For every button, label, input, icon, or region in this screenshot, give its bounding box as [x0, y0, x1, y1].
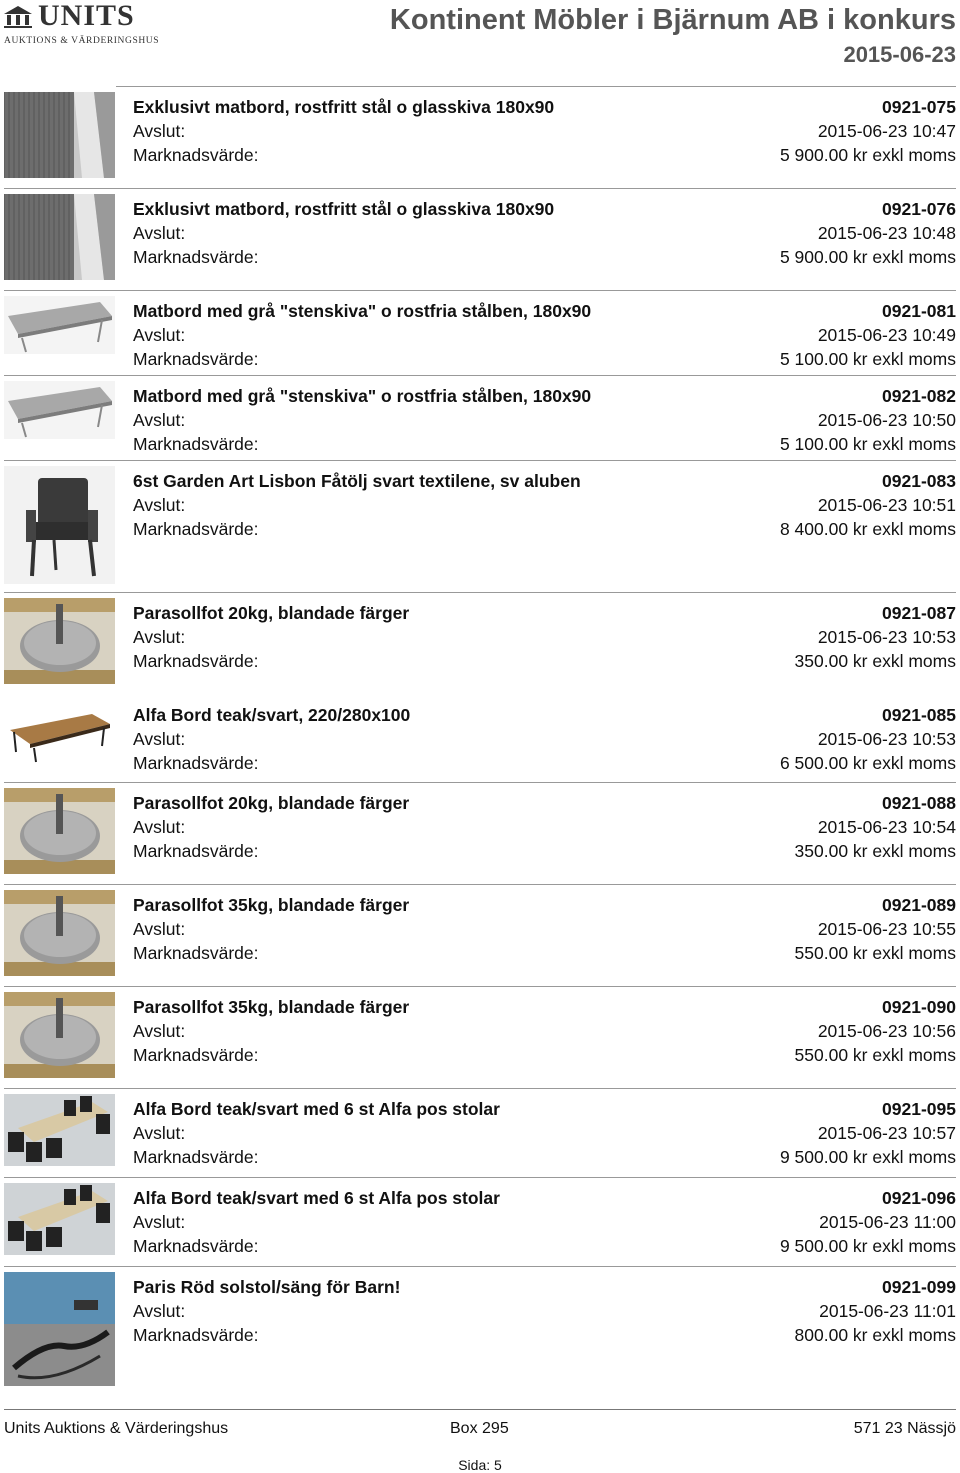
item-divider	[4, 884, 956, 885]
market-value: 5 900.00 kr exkl moms	[779, 247, 956, 267]
list-item	[0, 1266, 960, 1392]
dining-set-icon	[4, 1094, 115, 1166]
stone-table-icon	[4, 381, 115, 439]
list-item	[0, 694, 960, 776]
end-time: 2015-06-23 10:53	[817, 729, 956, 749]
end-label: Avslut:	[133, 919, 186, 939]
lot-number: 0921-081	[882, 301, 956, 321]
footer-divider	[4, 1409, 956, 1410]
market-value: 550.00 kr exkl moms	[794, 943, 956, 963]
item-title: Alfa Bord teak/svart med 6 st Alfa pos stolar	[133, 1188, 500, 1208]
footer-city: 571 23 Nässjö	[853, 1420, 956, 1437]
item-divider	[4, 1088, 956, 1089]
item-title: Parasollfot 35kg, blandade färger	[133, 895, 410, 915]
item-divider	[4, 290, 956, 291]
list-item	[0, 1088, 960, 1172]
parasol-base-icon	[4, 890, 115, 976]
list-item	[0, 884, 960, 982]
page-number: Sida: 5	[458, 1457, 502, 1473]
end-time: 2015-06-23 10:50	[817, 410, 956, 430]
end-label: Avslut:	[133, 729, 186, 749]
item-title: Parasollfot 20kg, blandade färger	[133, 603, 410, 623]
item-title: Alfa Bord teak/svart med 6 st Alfa pos stolar	[133, 1099, 500, 1119]
logo-subtitle: AUKTIONS & VÄRDERINGSHUS	[4, 36, 160, 46]
end-label: Avslut:	[133, 325, 186, 345]
end-label: Avslut:	[133, 495, 186, 515]
value-label: Marknadsvärde:	[133, 943, 259, 963]
parasol-base-icon	[4, 992, 115, 1078]
logo-word: UNITS	[38, 0, 135, 32]
end-label: Avslut:	[133, 223, 186, 243]
item-title: 6st Garden Art Lisbon Fåtölj svart textilene, sv aluben	[133, 471, 581, 491]
value-label: Marknadsvärde:	[133, 519, 259, 539]
list-item	[0, 1177, 960, 1261]
market-value: 5 900.00 kr exkl moms	[779, 145, 956, 165]
market-value: 5 100.00 kr exkl moms	[779, 349, 956, 369]
lot-number: 0921-095	[882, 1099, 956, 1119]
value-label: Marknadsvärde:	[133, 753, 259, 773]
item-divider	[4, 986, 956, 987]
end-time: 2015-06-23 10:49	[817, 325, 956, 345]
market-value: 350.00 kr exkl moms	[794, 651, 956, 671]
page-title: Kontinent Möbler i Bjärnum AB i konkurs	[389, 4, 956, 36]
list-item	[0, 86, 960, 184]
value-label: Marknadsvärde:	[133, 434, 259, 454]
item-divider	[4, 1266, 956, 1267]
market-value: 6 500.00 kr exkl moms	[779, 753, 956, 773]
parasol-base-icon	[4, 788, 115, 874]
item-divider	[4, 592, 956, 593]
lot-number: 0921-090	[882, 997, 956, 1017]
market-value: 800.00 kr exkl moms	[794, 1325, 956, 1345]
page-header	[0, 0, 960, 90]
end-time: 2015-06-23 10:48	[817, 223, 956, 243]
item-title: Paris Röd solstol/säng för Barn!	[133, 1277, 401, 1297]
list-item	[0, 460, 960, 590]
lot-number: 0921-082	[882, 386, 956, 406]
market-value: 350.00 kr exkl moms	[794, 841, 956, 861]
end-time: 2015-06-23 11:01	[819, 1301, 956, 1321]
end-time: 2015-06-23 11:00	[819, 1212, 956, 1232]
market-value: 550.00 kr exkl moms	[794, 1045, 956, 1065]
market-value: 8 400.00 kr exkl moms	[779, 519, 956, 539]
item-title: Exklusivt matbord, rostfritt stål o glasskiva 180x90	[133, 199, 555, 219]
lot-number: 0921-096	[882, 1188, 956, 1208]
end-time: 2015-06-23 10:53	[817, 627, 956, 647]
end-time: 2015-06-23 10:56	[817, 1021, 956, 1041]
end-time: 2015-06-23 10:51	[817, 495, 956, 515]
lot-number: 0921-083	[882, 471, 956, 491]
end-label: Avslut:	[133, 1021, 186, 1041]
building-icon	[4, 6, 32, 28]
armchair-icon	[4, 466, 115, 584]
list-item	[0, 592, 960, 690]
market-value: 9 500.00 kr exkl moms	[779, 1236, 956, 1256]
units-logo	[4, 2, 164, 46]
end-label: Avslut:	[133, 121, 186, 141]
end-label: Avslut:	[133, 817, 186, 837]
footer-company: Units Auktions & Värderingshus	[4, 1420, 229, 1437]
item-title: Parasollfot 20kg, blandade färger	[133, 793, 410, 813]
value-label: Marknadsvärde:	[133, 247, 259, 267]
lot-number: 0921-085	[882, 705, 956, 725]
list-item	[0, 375, 960, 457]
item-title: Matbord med grå "stenskiva" o rostfria stålben, 180x90	[133, 301, 592, 321]
end-label: Avslut:	[133, 1301, 186, 1321]
page-date: 2015-06-23	[843, 42, 956, 67]
end-label: Avslut:	[133, 410, 186, 430]
lot-number: 0921-087	[882, 603, 956, 623]
value-label: Marknadsvärde:	[133, 1325, 259, 1345]
lot-number: 0921-076	[882, 199, 956, 219]
value-label: Marknadsvärde:	[133, 1045, 259, 1065]
footer-box: Box 295	[450, 1420, 509, 1437]
lot-number: 0921-088	[882, 793, 956, 813]
end-time: 2015-06-23 10:47	[817, 121, 956, 141]
end-time: 2015-06-23 10:57	[817, 1123, 956, 1143]
value-label: Marknadsvärde:	[133, 349, 259, 369]
end-time: 2015-06-23 10:55	[817, 919, 956, 939]
item-title: Matbord med grå "stenskiva" o rostfria stålben, 180x90	[133, 386, 592, 406]
end-time: 2015-06-23 10:54	[817, 817, 956, 837]
sun-lounger-icon	[4, 1272, 115, 1386]
item-title: Alfa Bord teak/svart, 220/280x100	[133, 705, 411, 725]
parasol-base-icon	[4, 598, 115, 684]
item-title: Exklusivt matbord, rostfritt stål o glasskiva 180x90	[133, 97, 555, 117]
list-item	[0, 782, 960, 880]
market-value: 9 500.00 kr exkl moms	[779, 1147, 956, 1167]
item-divider	[4, 782, 956, 783]
item-divider	[4, 375, 956, 376]
list-item	[0, 986, 960, 1084]
value-label: Marknadsvärde:	[133, 651, 259, 671]
dining-set-icon	[4, 1183, 115, 1255]
value-label: Marknadsvärde:	[133, 1147, 259, 1167]
item-divider	[4, 1177, 956, 1178]
lot-number: 0921-075	[882, 97, 956, 117]
end-label: Avslut:	[133, 1123, 186, 1143]
list-item	[0, 290, 960, 372]
item-divider	[4, 460, 956, 461]
value-label: Marknadsvärde:	[133, 145, 259, 165]
value-label: Marknadsvärde:	[133, 1236, 259, 1256]
glass-table-icon	[4, 194, 115, 280]
end-label: Avslut:	[133, 1212, 186, 1232]
lot-number: 0921-089	[882, 895, 956, 915]
stone-table-icon	[4, 296, 115, 354]
end-label: Avslut:	[133, 627, 186, 647]
market-value: 5 100.00 kr exkl moms	[779, 434, 956, 454]
item-title: Parasollfot 35kg, blandade färger	[133, 997, 410, 1017]
lot-number: 0921-099	[882, 1277, 956, 1297]
list-item	[0, 188, 960, 286]
item-divider	[4, 188, 956, 189]
teak-table-icon	[4, 700, 115, 764]
glass-table-icon	[4, 92, 115, 178]
value-label: Marknadsvärde:	[133, 841, 259, 861]
